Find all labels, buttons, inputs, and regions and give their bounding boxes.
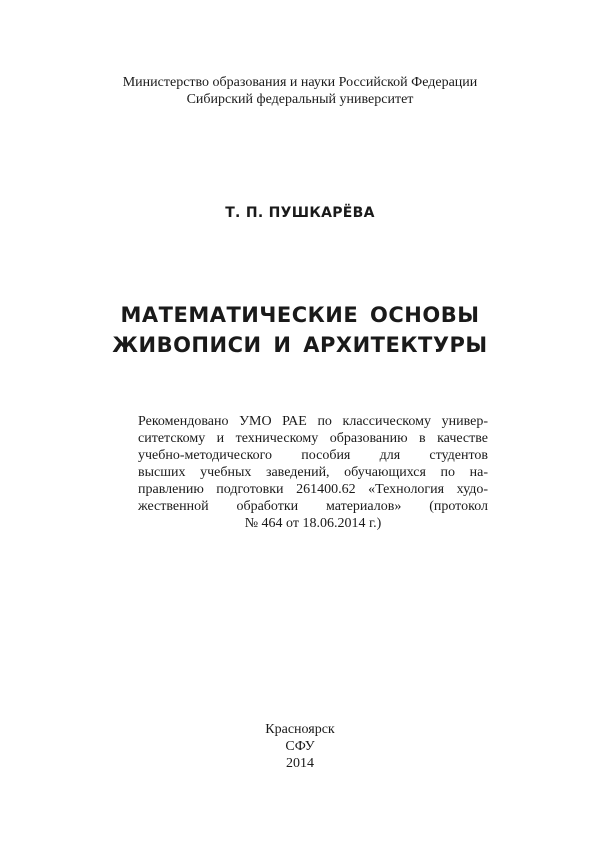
recommendation-line: учебно-методического пособия для студентов bbox=[138, 448, 488, 463]
recommendation-line: жественной обработки материалов» (протокол bbox=[138, 499, 488, 514]
imprint-publisher: СФУ bbox=[285, 739, 315, 754]
recommendation-line: правлению подготовки 261400.62 «Технология худо- bbox=[138, 482, 488, 497]
ministry-name: Министерство образования и науки Российской Федерации bbox=[122, 75, 478, 90]
book-title-line-2: ЖИВОПИСИ И АРХИТЕКТУРЫ bbox=[112, 333, 488, 357]
imprint-city: Красноярск bbox=[265, 722, 335, 737]
author-name: Т. П. ПУШКАРЁВА bbox=[225, 205, 375, 221]
imprint bbox=[0, 721, 600, 772]
recommendation-line: ситетскому и техническому образованию в качестве bbox=[138, 431, 488, 446]
institution-header bbox=[0, 74, 600, 108]
imprint-year: 2014 bbox=[286, 756, 314, 771]
book-title-line-1: МАТЕМАТИЧЕСКИЕ ОСНОВЫ bbox=[120, 303, 480, 327]
recommendation-line: высших учебных заведений, обучающихся по на- bbox=[138, 465, 488, 480]
recommendation-block bbox=[138, 413, 488, 532]
recommendation-line: Рекомендовано УМО РАЕ по классическому универ- bbox=[138, 414, 488, 429]
university-name: Сибирский федеральный университет bbox=[186, 92, 414, 107]
recommendation-line: № 464 от 18.06.2014 г.) bbox=[244, 516, 382, 531]
book-title bbox=[0, 300, 600, 360]
